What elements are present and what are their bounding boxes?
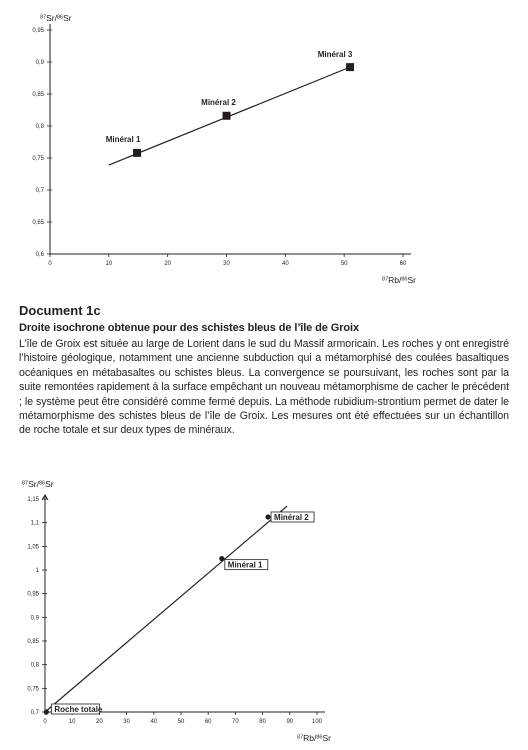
x-tick-label: 10 [105, 261, 113, 267]
document-subtitle: Droite isochrone obtenue pour des schistes bleus de l’île de Groix [19, 322, 359, 334]
point-label: Minéral 1 [105, 134, 141, 144]
x-tick-label: 30 [223, 261, 230, 267]
y-tick-label: 0,8 [30, 662, 39, 669]
x-tick-label: 90 [286, 719, 294, 725]
x-tick-label: 0 [48, 261, 52, 267]
x-tick-label: 60 [204, 719, 212, 725]
isochron-chart-minerals [0, 0, 528, 300]
y-tick-label: 0,9 [30, 615, 39, 622]
data-point [346, 63, 354, 71]
y-tick-label: 0,85 [32, 92, 44, 98]
document-title: Document 1c [19, 303, 101, 318]
data-point [219, 556, 224, 561]
x-tick-label: 20 [164, 261, 172, 267]
x-tick-label: 50 [340, 261, 348, 267]
x-tick-label: 40 [150, 719, 158, 725]
y-tick-label: 1,05 [27, 544, 39, 551]
x-tick-label: 40 [281, 261, 289, 267]
document-body-text: L’île de Groix est située au large de Lorient dans le sud du Massif armoricain. Les roches y ont enregistré l’histoire géologique, notamment une ancienne subduction qui a métamorphisé des coulées basaltiques océaniques en métabasaltes ou schistes bleus. La convergence se poursuivant, les roches sont par la suite remontées rapidement à la surface empêchant un nouveau métamorphisme de cacher le précédent ; le système peut être considéré comme fermé depuis. La méthode rubidium-strontium permet de dater le métamorphisme des schistes bleus de l’île de Groix. Les mesures ont été effectuées sur un échantillon de roche totale et sur deux types de minéraux. [19, 338, 509, 437]
y-tick-label: 0,85 [27, 639, 39, 645]
data-point [133, 149, 141, 157]
y-tick-label: 0,9 [35, 60, 44, 66]
y-tick-label: 0,95 [27, 591, 39, 598]
y-tick-label: 1,1 [30, 520, 39, 527]
data-point [223, 112, 231, 120]
y-tick-label: 0,6 [35, 252, 44, 258]
y-axis-label: $^{87}$Sr/$^{86}$Sr [40, 13, 72, 23]
x-tick-label: 80 [259, 719, 266, 725]
y-tick-label: 1 [35, 568, 39, 574]
y-tick-label: 0,75 [27, 686, 39, 693]
x-tick-label: 100 [311, 719, 323, 725]
isochron-line [45, 506, 287, 712]
x-tick-label: 0 [43, 719, 47, 725]
point-label: Minéral 1 [227, 560, 263, 570]
y-tick-label: 1,15 [27, 497, 39, 503]
point-label: Minéral 2 [274, 512, 309, 522]
y-tick-label: 0,75 [32, 156, 44, 162]
point-label: Roche totale [54, 705, 103, 714]
y-tick-label: 0,8 [35, 124, 44, 130]
y-tick-label: 0,95 [32, 28, 44, 34]
x-tick-label: 70 [232, 719, 239, 725]
x-tick-label: 50 [177, 719, 185, 725]
x-tick-label: 30 [123, 719, 130, 725]
y-tick-label: 0,7 [30, 710, 39, 716]
x-axis-label: $^{87}$Rb/$^{86}$Sr [382, 275, 416, 285]
isochron-chart-groix [0, 480, 528, 750]
x-tick-label: 20 [96, 719, 103, 725]
data-point [44, 709, 49, 714]
y-tick-label: 0,65 [32, 220, 44, 226]
document-section [19, 303, 509, 438]
data-point [265, 514, 270, 519]
x-tick-label: 60 [399, 261, 407, 267]
x-tick-label: 10 [68, 719, 76, 725]
x-axis-label: $^{87}$Rb/$^{86}$Sr [297, 733, 331, 743]
y-tick-label: 0,7 [35, 188, 44, 194]
point-label: Minéral 3 [317, 50, 353, 60]
point-label: Minéral 2 [201, 97, 236, 107]
y-axis-label: $^{87}$Sr/$^{86}$Sr [22, 480, 54, 489]
